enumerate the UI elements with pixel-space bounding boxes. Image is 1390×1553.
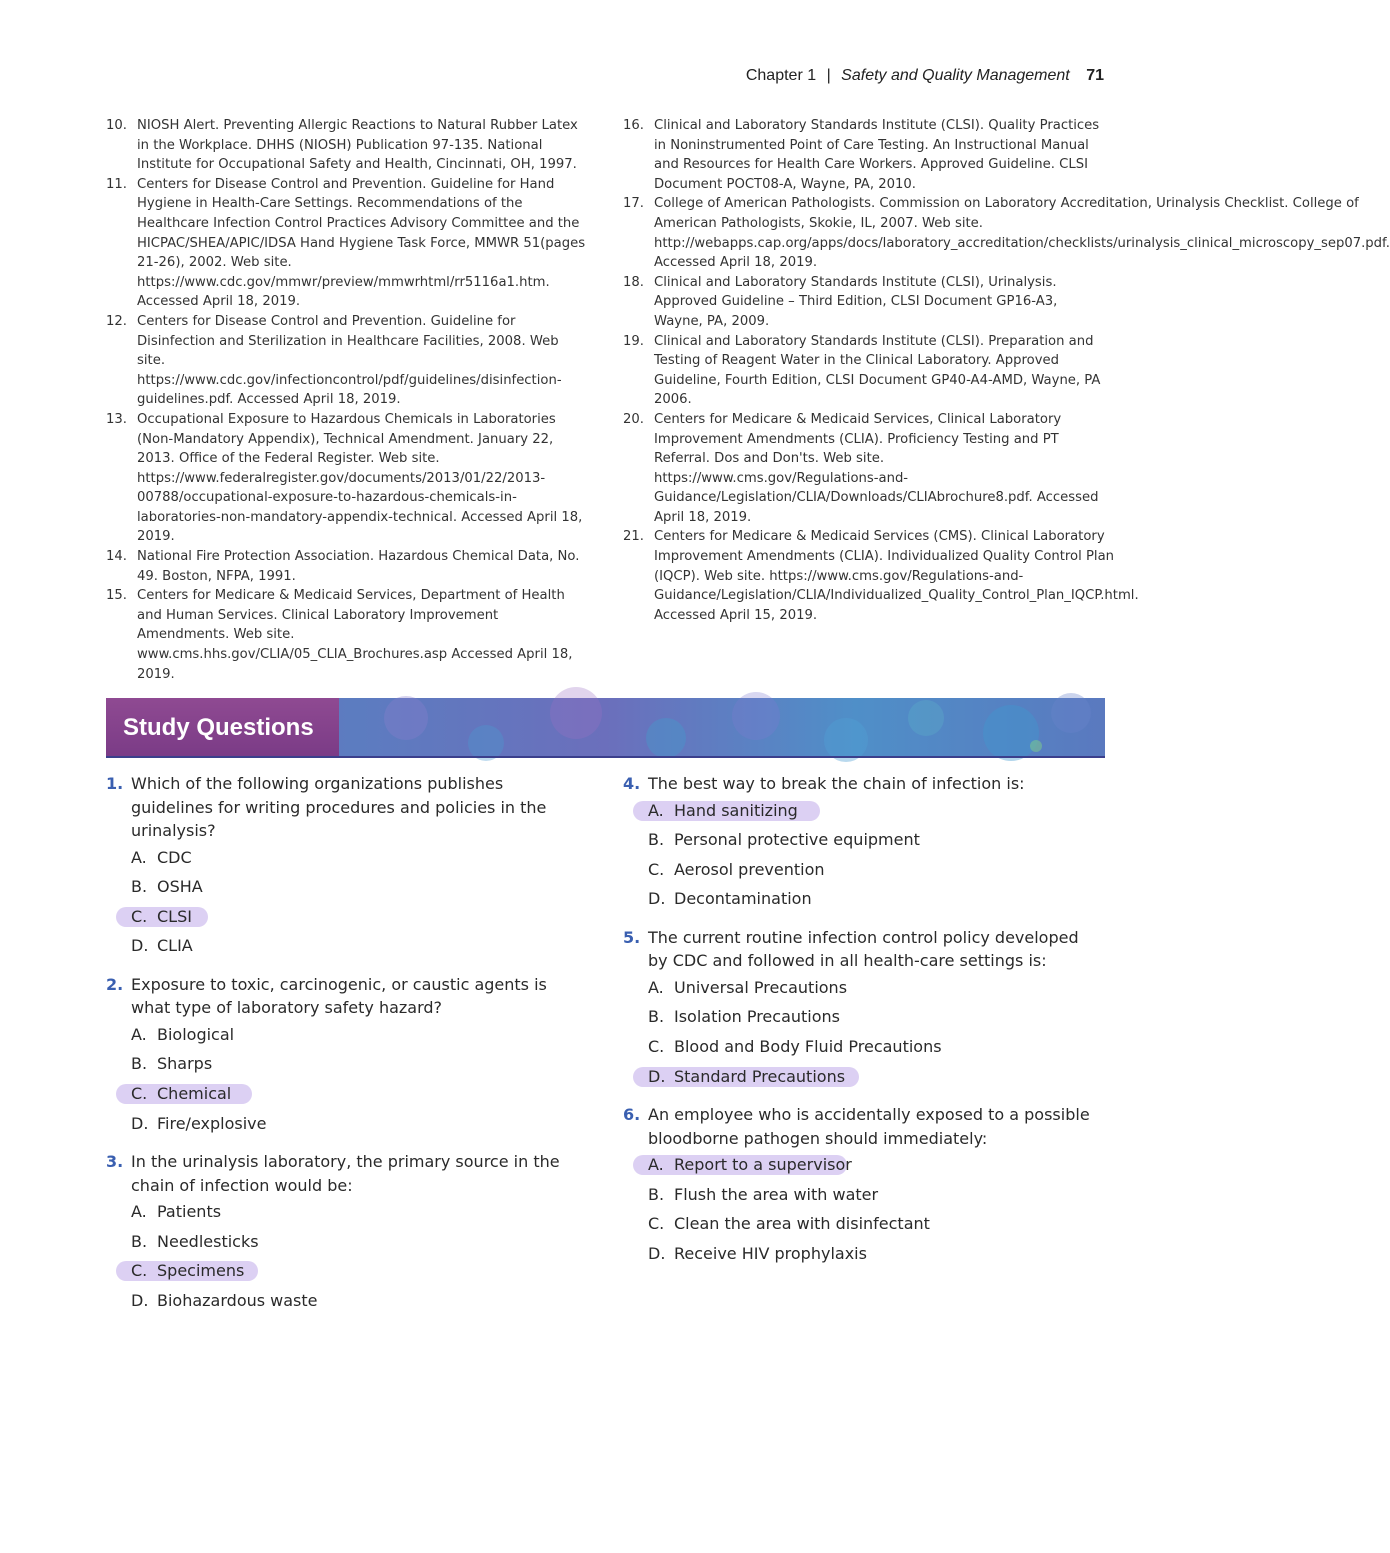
question-number: 4. — [623, 774, 641, 793]
answer-letter: D. — [131, 936, 149, 956]
answer-text: Hand sanitizing — [674, 800, 798, 820]
question-stem — [106, 772, 586, 843]
reference-number: 17. — [623, 196, 644, 212]
answer-letter: D. — [131, 1291, 149, 1311]
study-questions-banner — [106, 698, 1105, 758]
answer-option-label — [131, 907, 192, 926]
answer-option — [623, 1002, 1103, 1032]
answer-option — [623, 1032, 1103, 1062]
answer-text: OSHA — [157, 877, 203, 897]
question-block — [623, 772, 1103, 914]
answer-option — [623, 1180, 1103, 1210]
reference-number: 10. — [106, 118, 127, 133]
question-number: 6. — [623, 1105, 641, 1125]
answer-letter: A. — [648, 800, 664, 820]
answer-letter: D. — [131, 1113, 149, 1133]
answer-option-label — [131, 848, 192, 867]
answer-option — [623, 825, 1103, 855]
answer-option — [106, 902, 586, 932]
answer-option — [106, 1286, 586, 1316]
answer-option-label — [648, 801, 798, 820]
answer-option — [623, 855, 1103, 885]
question-text: In the urinalysis laboratory, the primary source in the chain of infection would be: — [131, 1152, 560, 1195]
answer-option-label — [648, 978, 847, 997]
answer-option-label — [648, 860, 825, 879]
answer-option — [623, 796, 1103, 826]
answer-option — [106, 843, 586, 873]
answer-option-label — [131, 936, 193, 955]
question-block — [623, 1103, 1103, 1268]
answer-text: Isolation Precautions — [674, 1007, 840, 1027]
answer-option — [106, 872, 586, 902]
answer-letter: A. — [131, 1024, 147, 1044]
reference-number: 16. — [623, 118, 644, 133]
question-stem — [106, 973, 586, 1020]
answer-text: Personal protective equipment — [674, 830, 920, 850]
answer-option — [623, 1150, 1103, 1180]
answer-option-label — [131, 1291, 318, 1310]
answer-option — [106, 1020, 586, 1050]
reference-number: 19. — [623, 333, 644, 349]
answer-option-label — [648, 1155, 852, 1174]
question-text: An employee who is accidentally exposed to a possible bloodborne pathogen should immediately: — [648, 1105, 1090, 1148]
answer-letter: D. — [648, 1066, 666, 1086]
section-title: Study Questions — [123, 714, 314, 741]
answer-text: Specimens — [157, 1261, 245, 1281]
reference-number: 12. — [106, 313, 127, 329]
reference-item — [623, 527, 1139, 625]
answer-option-label — [131, 1084, 231, 1103]
answer-option — [106, 1109, 586, 1139]
reference-item — [106, 116, 586, 175]
answer-option — [106, 1256, 586, 1286]
reference-text: Centers for Disease Control and Prevention. Guideline for Disinfection and Sterilization in Healthcare Facilities, 2008. Web site. https://www.cdc.gov/infectioncontrol/pdf/guidelines/disinfection-guidelines.pdf. Accessed April 18, 2019. — [137, 313, 562, 408]
answer-option — [106, 931, 586, 961]
reference-number: 18. — [623, 274, 644, 290]
reference-text: Occupational Exposure to Hazardous Chemicals in Laboratories (Non-Mandatory Appendix), Technical Amendment. January 22, 2013. Office of the Federal Register. Web site. https://www.federalregister.gov/documents/2013/01/22/2013-00788/occupational-exposure-to-hazardous-chemicals-in-laboratories-non-mandatory-appendix-technical. Accessed April 18, 2019. — [137, 411, 583, 545]
header-separator: | — [826, 67, 831, 84]
answer-text: Aerosol prevention — [674, 859, 825, 879]
references-left-column — [106, 116, 586, 684]
question-text: Which of the following organizations publishes guidelines for writing procedures and policies in the urinalysis? — [131, 774, 547, 840]
reference-item — [106, 410, 586, 547]
reference-text: Centers for Medicare & Medicaid Services, Clinical Laboratory Improvement Amendments (CLIA). Proficiency Testing and PT Referral. Dos and Don'ts. Web site. https://www.cms.gov/Regulations-and-Guidance/Legislation/CLIA/Downloads/CLIAbrochure8.pdf. Accessed April 18, 2019. — [654, 411, 1099, 525]
answer-text: Needlesticks — [157, 1231, 259, 1251]
reference-item — [106, 547, 586, 586]
answer-letter: C. — [131, 1084, 148, 1104]
question-block — [106, 1150, 586, 1315]
question-number: 3. — [106, 1152, 124, 1172]
banner-underline — [106, 756, 1105, 758]
reference-text: National Fire Protection Association. Hazardous Chemical Data, No. 49. Boston, NFPA, 1991. — [137, 549, 580, 584]
questions-left-column — [106, 772, 586, 1328]
answer-text: CLIA — [157, 936, 193, 956]
question-text: The current routine infection control policy developed by CDC and followed in all health-care settings is: — [648, 927, 1079, 971]
answer-letter: B. — [131, 877, 148, 897]
answer-text: Universal Precautions — [674, 977, 848, 997]
answer-letter: C. — [131, 906, 148, 926]
answer-letter: D. — [648, 1244, 666, 1264]
answer-text: Receive HIV prophylaxis — [674, 1244, 867, 1264]
answer-letter: A. — [131, 1202, 147, 1222]
question-stem — [106, 1150, 586, 1197]
answer-option-label — [131, 1025, 234, 1044]
answer-text: Biohazardous waste — [157, 1291, 318, 1311]
reference-text: Centers for Medicare & Medicaid Services (CMS). Clinical Laboratory Improvement Amendments (CLIA). Individualized Quality Control Plan (IQCP). Web site. https://www.cms.gov/Regulations-and-Guidance/Legislation/CLIA/Individualized_Quality_Control_Plan_IQCP.html. Accessed April 15, 2019. — [654, 529, 1139, 623]
reference-number: 11. — [106, 176, 127, 192]
answer-letter: B. — [131, 1054, 148, 1074]
answer-option — [623, 973, 1103, 1003]
answer-option — [106, 1227, 586, 1257]
answer-option-label — [648, 1067, 845, 1086]
page-number: 71 — [1086, 67, 1104, 84]
answer-option-label — [648, 1244, 867, 1263]
reference-text: Centers for Medicare & Medicaid Services, Department of Health and Human Services. Clinical Laboratory Improvement Amendments. Web site. www.cms.hhs.gov/CLIA/05_CLIA_Brochures.asp Accessed April 18, 2019. — [137, 588, 573, 682]
question-number: 1. — [106, 774, 124, 793]
answer-text: Standard Precautions — [674, 1066, 846, 1086]
question-text: Exposure to toxic, carcinogenic, or caustic agents is what type of laboratory safety hazard? — [131, 974, 547, 1018]
answer-text: Report to a supervisor — [674, 1155, 852, 1175]
answer-option — [623, 1062, 1103, 1092]
answer-option-label — [648, 1185, 878, 1204]
reference-number: 21. — [623, 529, 644, 545]
reference-number: 14. — [106, 549, 127, 565]
question-stem — [623, 1103, 1103, 1150]
answer-letter: B. — [131, 1231, 148, 1251]
answer-letter: B. — [648, 1007, 665, 1027]
references-right-column — [623, 116, 1390, 625]
reference-text: Clinical and Laboratory Standards Institute (CLSI). Quality Practices in Noninstrumented Point of Care Testing. An Instructional Manual and Resources for Health Care Workers. Approved Guideline. CLSI Document POCT08-A, Wayne, PA, 2010. — [654, 118, 1100, 192]
answer-text: Decontamination — [674, 889, 812, 909]
reference-text: College of American Pathologists. Commission on Laboratory Accreditation, Urinalysis Checklist. College of American Pathologists, Skokie, IL, 2007. Web site. http://webapps.cap.org/apps/docs/laboratory_accreditation/checklists/urinalysis_clinical_microscopy_sep07.pdf. Accessed April 18, 2019. — [654, 196, 1390, 271]
reference-number: 15. — [106, 588, 127, 604]
answer-letter: C. — [131, 1261, 148, 1281]
reference-item — [106, 175, 586, 312]
answer-letter: C. — [648, 1214, 665, 1234]
answer-text: Patients — [157, 1202, 222, 1222]
answer-option-label — [648, 1007, 840, 1026]
question-number: 2. — [106, 974, 124, 994]
reference-item — [623, 194, 1390, 272]
reference-item — [106, 586, 586, 684]
question-stem — [623, 926, 1103, 973]
answer-text: Flush the area with water — [674, 1184, 879, 1204]
answer-option-label — [131, 1114, 266, 1133]
answer-letter: C. — [648, 1037, 665, 1057]
answer-text: CLSI — [157, 906, 192, 926]
answer-text: Chemical — [157, 1084, 232, 1104]
answer-option-label — [131, 1054, 212, 1073]
answer-option-label — [648, 1037, 942, 1056]
reference-text: Clinical and Laboratory Standards Institute (CLSI), Urinalysis. Approved Guideline – Third Edition, CLSI Document GP16-A3, Wayne, PA, 2009. — [654, 274, 1058, 329]
answer-text: CDC — [157, 847, 192, 867]
question-block — [623, 926, 1103, 1091]
answer-letter: A. — [648, 1155, 664, 1175]
answer-text: Biological — [157, 1024, 235, 1044]
answer-letter: A. — [131, 847, 147, 867]
question-stem — [623, 772, 1103, 796]
reference-item — [623, 273, 1103, 332]
answer-text: Clean the area with disinfectant — [674, 1214, 930, 1234]
answer-option-label — [131, 877, 203, 896]
answer-option-label — [648, 1214, 930, 1233]
question-block — [106, 772, 586, 961]
answer-option — [106, 1079, 586, 1109]
reference-text: Clinical and Laboratory Standards Institute (CLSI). Preparation and Testing of Reagent Water in the Clinical Laboratory. Approved Guideline, Fourth Edition, CLSI Document GP40-A4-AMD, Wayne, PA 2006. — [654, 333, 1101, 408]
question-text: The best way to break the chain of infection is: — [648, 774, 1025, 793]
answer-option — [623, 884, 1103, 914]
reference-item — [623, 332, 1103, 410]
reference-item — [623, 116, 1103, 194]
answer-letter: D. — [648, 889, 666, 909]
reference-text: Centers for Disease Control and Prevention. Guideline for Hand Hygiene in Health-Care Settings. Recommendations of the Healthcare Infection Control Practices Advisory Committee and the HICPAC/SHEA/APIC/IDSA Hand Hygiene Task Force, MMWR 51(pages 21-26), 2002. Web site. https://www.cdc.gov/mmwr/preview/mmwrhtml/rr5116a1.htm. Accessed April 18, 2019. — [137, 176, 586, 310]
questions-right-column — [623, 772, 1103, 1281]
answer-option-label — [648, 889, 812, 908]
answer-letter: C. — [648, 859, 665, 879]
chapter-label: Chapter 1 — [745, 67, 817, 84]
answer-option — [106, 1049, 586, 1079]
reference-text: NIOSH Alert. Preventing Allergic Reactions to Natural Rubber Latex in the Workplace. DHHS (NIOSH) Publication 97-135. National Institute for Occupational Safety and Health, Cincinnati, OH, 1997. — [137, 118, 578, 173]
reference-number: 13. — [106, 411, 127, 427]
answer-option-label — [648, 830, 920, 849]
answer-option-label — [131, 1261, 244, 1280]
answer-letter: B. — [648, 830, 665, 850]
question-number: 5. — [623, 927, 641, 947]
reference-item — [623, 410, 1103, 528]
answer-text: Fire/explosive — [157, 1113, 267, 1133]
reference-number: 20. — [623, 411, 644, 427]
answer-text: Blood and Body Fluid Precautions — [674, 1037, 942, 1057]
question-block — [106, 973, 586, 1138]
answer-option-label — [131, 1232, 259, 1251]
answer-option — [623, 1209, 1103, 1239]
reference-item — [106, 312, 586, 410]
banner-title-box — [106, 698, 339, 758]
page-header — [746, 67, 1104, 85]
answer-option-label — [131, 1202, 221, 1221]
answer-text: Sharps — [157, 1054, 213, 1074]
answer-letter: A. — [648, 977, 664, 997]
answer-option — [106, 1197, 586, 1227]
answer-option — [623, 1239, 1103, 1269]
chapter-title: Safety and Quality Management — [841, 67, 1070, 84]
answer-letter: B. — [648, 1184, 665, 1204]
